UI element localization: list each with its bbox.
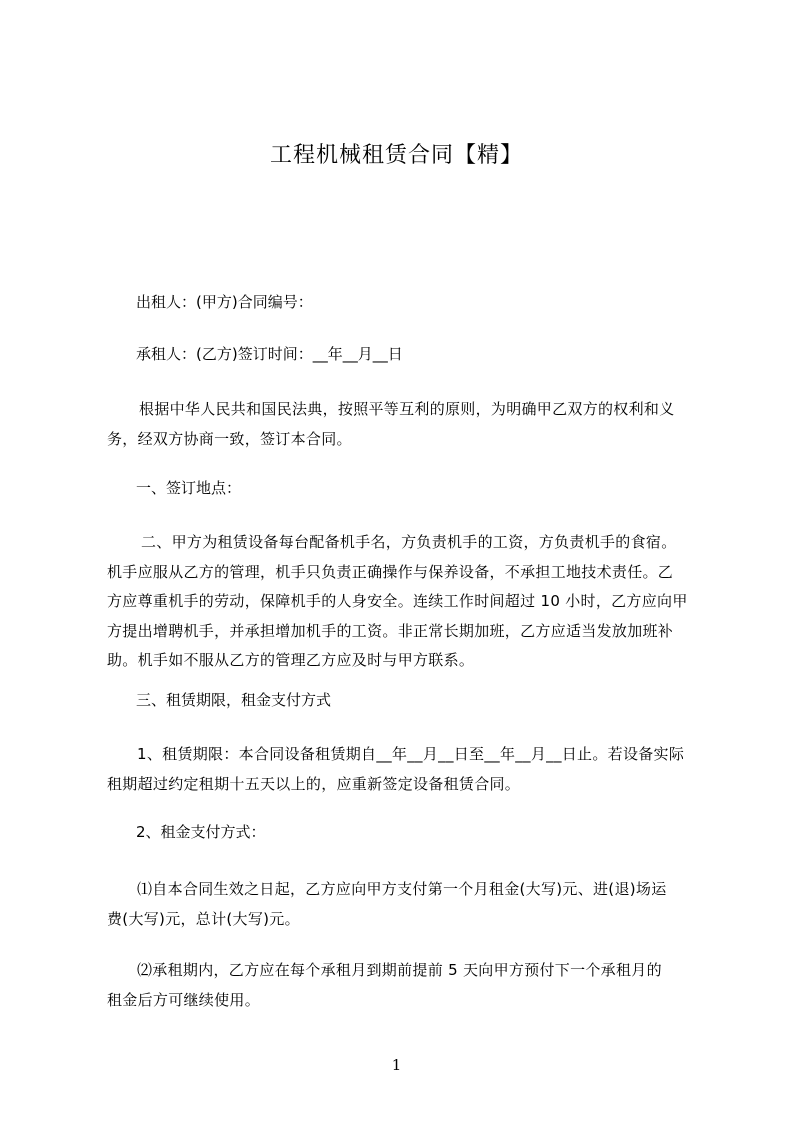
item-two-heading: 2、租金支付方式： xyxy=(136,823,266,841)
lessee-line: 承租人：(乙方)签订时间：__年__月__日 xyxy=(136,345,403,363)
section-two-line: 机手应服从乙方的管理，机手只负责正确操作与保养设备，不承担工地技术责任。乙 xyxy=(107,562,674,581)
item-one-paragraph xyxy=(107,740,707,799)
sub-two-paragraph xyxy=(107,956,707,1015)
sub-one-line: 费(大写)元，总计(大写)元。 xyxy=(107,909,300,928)
section-two-line: 方应尊重机手的劳动，保障机手的人身安全。连续工作时间超过 10 小时，乙方应向甲 xyxy=(107,592,688,610)
section-two-line: 方提出增聘机手，并承担增加机手的工资。非正常长期加班，乙方应适当发放加班补 xyxy=(107,621,674,640)
document-title: 工程机械租赁合同【精】 xyxy=(269,143,523,168)
section-two-paragraph xyxy=(107,528,707,676)
page-number: 1 xyxy=(391,1056,402,1074)
section-two-line: 助。机手如不服从乙方的管理乙方应及时与甲方联系。 xyxy=(107,651,475,669)
section-two-line: 二、甲方为租赁设备每台配备机手名，方负责机手的工资，方负责机手的食宿。 xyxy=(141,533,677,551)
sub-one-line: ⑴自本合同生效之日起，乙方应向甲方支付第一个月租金(大写)元、进(退)场运 xyxy=(137,880,667,898)
preamble-paragraph xyxy=(107,395,707,454)
item-one-line: 1、租赁期限：本合同设备租赁期自__年__月__日至__年__月__日止。若设备实际 xyxy=(137,745,685,763)
sub-two-line: 租金后方可继续使用。 xyxy=(107,990,261,1009)
item-one-line: 租期超过约定租期十五天以上的，应重新签定设备租赁合同。 xyxy=(107,774,521,793)
lessor-line: 出租人：(甲方)合同编号： xyxy=(136,293,313,311)
section-one-heading: 一、签订地点： xyxy=(136,479,242,497)
sub-two-line: ⑵承租期内，乙方应在每个承租月到期前提前 5 天向甲方预付下一个承租月的 xyxy=(137,961,662,979)
sub-one-paragraph xyxy=(107,875,707,934)
preamble-line: 根据中华人民共和国民法典，按照平等互利的原则，为明确甲乙双方的权利和义 xyxy=(139,400,675,418)
preamble-line: 务，经双方协商一致，签订本合同。 xyxy=(107,429,352,448)
section-three-heading: 三、租赁期限，租金支付方式 xyxy=(136,691,332,709)
